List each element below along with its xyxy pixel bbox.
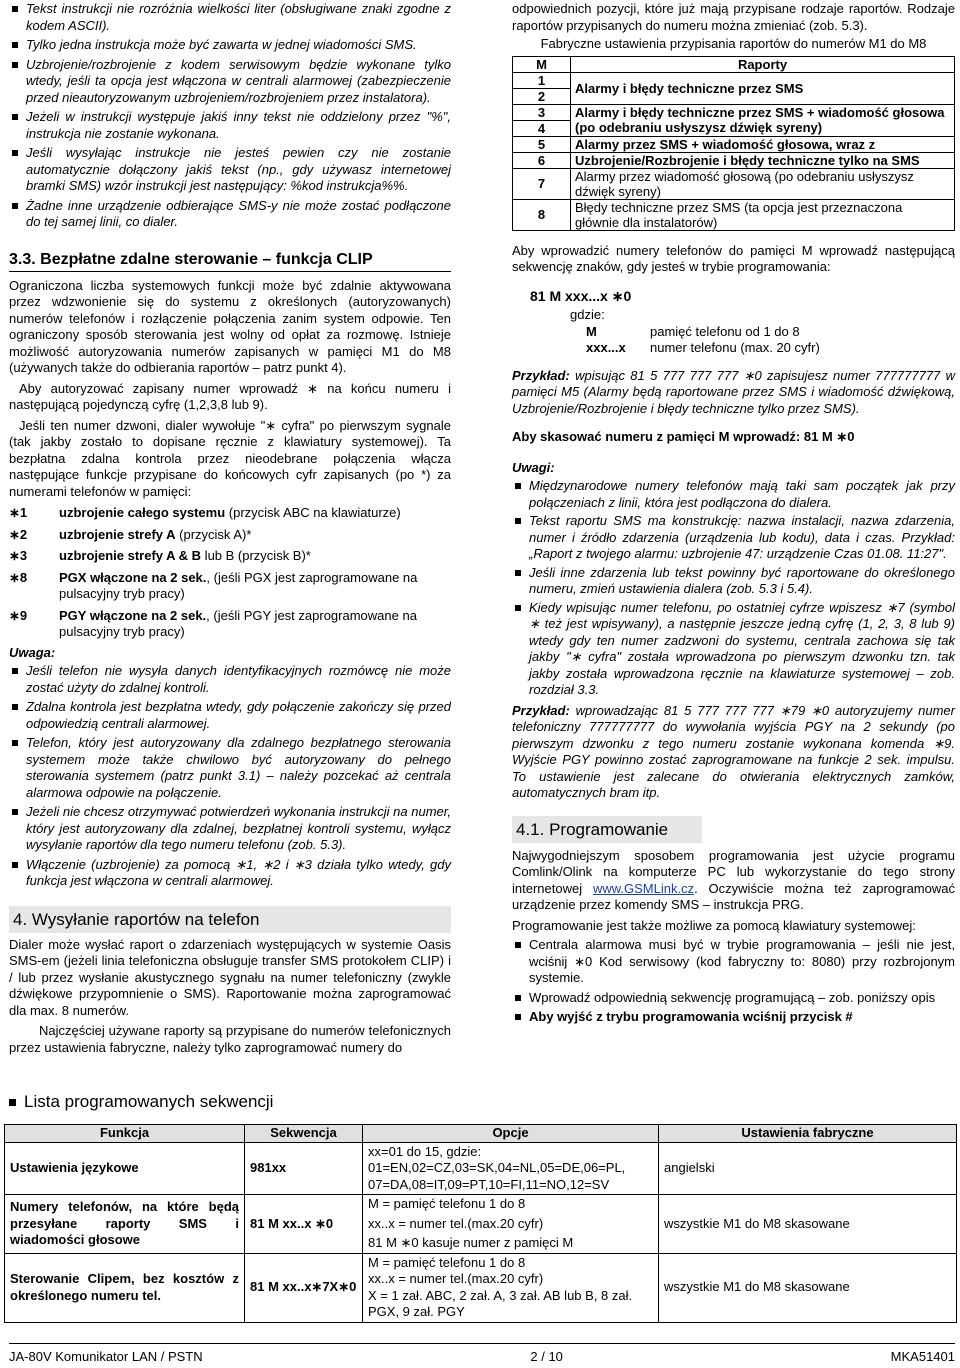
keypad-programming-paragraph: Programowanie jest także możliwe za pomocą klawiatury systemowej: xyxy=(512,917,916,933)
example-text: wprowadzając 81 5 777 777 777 ∗79 ∗0 autoryzujemy numer telefoniczny 777777777 do wywołania wyjścia PGY na 2 sekundy (po pierwszym dzwonku z tego numeru zostanie wykonana komenda ∗9. Wyjście PGY powinno zostać zaprogramowane na funkcje 2 sek. impulsu. To ustawienie jest zalecane do otwierania elektrycznych zamków, automatycznych bram itp. xyxy=(512,702,955,800)
uwaga-label: Uwaga: xyxy=(9,644,56,660)
right-column xyxy=(512,0,955,1026)
sequence-cell: 981xx xyxy=(245,1142,363,1195)
report-cell: Alarmy przez wiadomość głosową (po odebraniu usłyszysz dźwięk syreny) xyxy=(571,168,955,199)
list-item: Tekst raportu SMS ma konstrukcję: nazwa instalacji, nazwa zdarzenia, numer i źródło zdarzenia (urządzenia lub kodu), data i czas. Przykład: „Raport z twojego alarmu: uzbrojenie 47: urządzenie Czas 01.08. 11:27". xyxy=(512,513,955,563)
list-item: Jeżeli nie chcesz otrzymywać potwierdzeń wykonania instrukcji na numer, który jest autoryzowany dla zdalnej, bezpłatnej kontroli systemu, wyłącz wysyłanie raportów dla tego numeru telefonu (zob. 5.3). xyxy=(9,804,451,854)
option-line: 07=DA,08=IT,09=PT,10=FI,11=NO,12=SV xyxy=(368,1176,610,1192)
continued-paragraph: odpowiednich pozycji, które już mają przypisane rodzaje raportów. Rodzaje raportów przypisanych do numeru można zmieniać (zob. 5.3). xyxy=(512,1,955,33)
table-row xyxy=(513,136,955,152)
table-row xyxy=(513,168,955,199)
sequences-table xyxy=(4,1124,957,1323)
table-row xyxy=(5,1253,957,1322)
table-caption: Fabryczne ustawienia przypisania raportów do numerów M1 do M8 xyxy=(540,36,927,51)
list-item: Jeśli inne zdarzenia lub tekst powinny być raportowane do określonego numeru, zmień ustawienia dialera (zob. 5.3 i 5.4). xyxy=(512,565,955,598)
legend-value: pamięć telefonu od 1 do 8 xyxy=(650,323,800,339)
list-item: Telefon, który jest autoryzowany dla zdalnego bezpłatnego sterowania systemem może także chwilowo być autoryzowany do pełnego sterowania systemem (patrz punkt 3.1) – należy pozcekać aż centrala alarmowa odpowie na połączenie. xyxy=(9,735,451,801)
report-assignment-table xyxy=(512,56,955,231)
memory-number: 6 xyxy=(513,152,571,168)
report-cell: Błędy techniczne przez SMS (ta opcja jest przeznaczona głównie dla instalatorów) xyxy=(571,199,955,230)
memory-number: 2 xyxy=(513,88,571,104)
option-line: xx..x = numer tel.(max.20 cyfr) xyxy=(368,1215,544,1231)
section-3-3-paragraph-3: Jeśli ten numer dzwoni, dialer wywołuje "∗ cyfra" po pierwszym sygnale (tak jakby zostało to dopisane ręcznie z klawiatury systemowej). Ta bezpłatna zdalna kontrola przez nieodebrane połączenia włącza następujące funkcje przypisane do końcowych cyfr zapisanych (po *) za numerami telefonów w pamięci: xyxy=(9,417,451,499)
column-header: Sekwencja xyxy=(245,1125,363,1143)
list-item: Jeżeli w instrukcji występuje jakiś inny tekst nie oddzielony przez "%", instrukcja nie zostanie wykonana. xyxy=(9,109,451,142)
paragraph-text: Najwygodniejszym sposobem programowania jest użycie programu Comlink/Olink na komputerze PC lub wykorzystanie do tego strony internetowej xyxy=(512,847,955,896)
sequence-cell: 81 M xx..x∗7X∗0 xyxy=(245,1253,363,1322)
function-name: PGY włączone na 2 sek. xyxy=(59,607,207,623)
list-item: Międzynarodowe numery telefonów mają taki sam początek jak przy połączeniach z linii, która jest podłączona do dialera. xyxy=(512,478,955,511)
table-row xyxy=(5,1195,957,1254)
section-4-title: 4. Wysyłanie raportów na telefon xyxy=(9,906,451,933)
column-header: M xyxy=(513,56,571,72)
function-detail: (przycisk A)* xyxy=(175,526,252,542)
memory-number: 7 xyxy=(513,168,571,199)
legend-row xyxy=(586,340,955,357)
example-2 xyxy=(512,703,955,802)
option-line: X = 1 zał. ABC, 2 zał. A, 3 zał. AB lub B, 8 zał. PGX, 9 zał. PGY xyxy=(368,1287,633,1319)
legend-value: numer telefonu (max. 20 cyfr) xyxy=(650,340,820,355)
report-cell: Uzbrojenie/Rozbrojenie i błędy techniczne tylko na SMS xyxy=(571,152,955,168)
list-item: Żadne inne urządzenie odbierające SMS-y nie może zostać podłączone do tej samej linii, co dialer. xyxy=(9,198,451,231)
list-item: Jeśli telefon nie wysyła danych identyfikacyjnych rozmówcę nie może zostać użyty do zdalnej kontroli. xyxy=(9,663,451,696)
paragraph-text: . Oczywiście można też zaprogramować urządzenie przez komendy SMS – instrukcja PRG. xyxy=(512,880,955,912)
uwagi-label: Uwagi: xyxy=(512,459,555,475)
uwaga-bullet-list xyxy=(9,663,451,890)
list-item: Centrala alarmowa musi być w trybie programowania – jeśli nie jest, wciśnij ∗0 Kod serwisowy (kod fabryczny to: 8080) przy rozbrojonym systemie. xyxy=(512,937,955,987)
gsmlink-link[interactable]: www.GSMLink.cz xyxy=(592,880,695,896)
footer-doc-code: MKA51401 xyxy=(890,1349,955,1364)
column-header: Ustawienia fabryczne xyxy=(659,1125,957,1143)
table-header-row xyxy=(5,1125,957,1143)
programming-paragraph xyxy=(512,848,955,914)
section-3-3-paragraph-2: Aby autoryzować zapisany numer wprowadź ∗ na końcu numeru i następującą pojedynczą cyfrę (1,2,3,8 lub 9). xyxy=(9,380,451,412)
memory-number: 1 xyxy=(513,72,571,88)
options-cell xyxy=(363,1253,659,1322)
table-row xyxy=(513,152,955,168)
list-item xyxy=(9,505,451,522)
option-line: 01=EN,02=CZ,03=SK,04=NL,05=DE,06=PL, xyxy=(368,1160,626,1175)
list-item: Zdalna kontrola jest bezpłatna wtedy, gdy połączenie zakończy się przed odpowiedzią centrali alarmowej. xyxy=(9,699,451,732)
delete-number-instruction: Aby skasować numeru z pamięci M wprowadź: 81 M ∗0 xyxy=(512,429,855,444)
memory-number: 8 xyxy=(513,199,571,230)
page-footer xyxy=(9,1343,955,1366)
list-item: Tekst instrukcji nie rozróżnia wielkości liter (obsługiwane znaki zgodne z kodem ASCII). xyxy=(9,1,451,34)
star-code: ∗9 xyxy=(9,607,28,623)
star-code: ∗2 xyxy=(9,526,28,542)
section-4-paragraph-2: Najczęściej używane raporty są przypisane do numerów telefonicznych przez ustawienia fabryczne, należy tylko zaprogramować numery do xyxy=(9,1023,451,1055)
enter-number-paragraph: Aby wprowadzić numery telefonów do pamięci M wprowadź następującą sekwencję znaków, gdy jesteś w trybie programowania: xyxy=(512,242,955,274)
footer-page-number: 2 / 10 xyxy=(530,1349,563,1364)
options-cell xyxy=(363,1195,659,1254)
list-item: Tylko jedna instrukcja może być zawarta w jednej wiadomości SMS. xyxy=(9,37,451,54)
memory-number: 3 xyxy=(513,104,571,120)
example-text: wpisując 81 5 777 777 777 ∗0 zapisujesz numer 777777777 w pamięci M5 (Alarmy będą raportowane przez SMS i wiadomość dźwiękową, Uzbrojenie/Rozbrojenie i błędy techniczne tylko przez SMS). xyxy=(512,367,955,416)
function-cell: Numery telefonów, na które będą przesyłane raporty SMS i wiadomości głosowe xyxy=(5,1195,245,1254)
uwagi-bullet-list xyxy=(512,478,955,699)
programming-steps-list xyxy=(512,937,955,1026)
star-code: ∗3 xyxy=(9,548,28,563)
list-item xyxy=(9,570,451,603)
example-label: Przykład: xyxy=(512,367,570,383)
bullet-square-icon xyxy=(9,1099,16,1106)
list-item xyxy=(9,608,451,641)
function-name: PGX włączone na 2 sek. xyxy=(59,569,207,585)
table-row xyxy=(5,1142,957,1195)
function-cell: Ustawienia językowe xyxy=(5,1142,245,1195)
example-label: Przykład: xyxy=(512,702,570,718)
list-item xyxy=(9,527,451,544)
option-line: 81 M ∗0 kasuje numer z pamięci M xyxy=(368,1235,574,1250)
list-item: Wprowadź odpowiednią sekwencję programującą – zob. poniższy opis xyxy=(512,990,955,1007)
list-item: Jeśli wysyłając instrukcje nie jesteś pewien czy nie zostanie automatycznie dołączony jakiś tekst (np., gdy używasz internetowej bramki SMS) wzór instrukcji jest następujący: %kod instrukcja%%. xyxy=(9,145,451,195)
section-title-text: Lista programowanych sekwencji xyxy=(24,1092,274,1111)
list-item: Aby wyjść z trybu programowania wciśnij przycisk # xyxy=(512,1009,955,1026)
table-row xyxy=(513,199,955,230)
legend-key: xxx...x xyxy=(586,340,626,355)
option-line: M = pamięć telefonu 1 do 8 xyxy=(368,1254,526,1270)
table-header-row xyxy=(513,56,955,72)
function-cell: Sterowanie Clipem, bez kosztów z określonego numeru tel. xyxy=(5,1253,245,1322)
star-code: ∗8 xyxy=(9,569,28,585)
section-3-3-paragraph-1: Ograniczona liczba systemowych funkcji może być zdalnie aktywowana przez wdzwonienie się do systemu z określonych (autoryzowanych) numerów telefonów i rozłączenie połączenia zanim system odpowie. Ten ograniczony sposób sterowania jest wolny od opłat za rozmowę. Istnieje możliwość autoryzowania numerów zapisanych w pamięci M1 do M8 (używanych także do odbierania raportów – patrz punkt 4). xyxy=(9,277,451,375)
function-name: uzbrojenie strefy A & B xyxy=(59,548,202,563)
table-row xyxy=(513,104,955,120)
footer-product: JA-80V Komunikator LAN / PSTN xyxy=(9,1349,203,1364)
factory-cell: angielski xyxy=(659,1142,957,1195)
function-detail: (przycisk ABC na klawiaturze) xyxy=(225,505,401,520)
clip-function-list xyxy=(9,505,451,641)
memory-number: 5 xyxy=(513,136,571,152)
legend-row xyxy=(586,324,955,341)
function-detail: , (jeśli PGX jest zaprogramowane na pulsacyjny tryb pracy) xyxy=(59,569,418,601)
top-bullet-list xyxy=(9,1,451,231)
list-item: Uzbrojenie/rozbrojenie z kodem serwisowym będzie wykonane tylko wtedy, jeśli ta opcja jest włączona w centrali alarmowej (zabezpieczenie przed nieautoryzowanym uzbrojeniem/rozbrojeniem przez instalatora). xyxy=(9,57,451,107)
example-1 xyxy=(512,368,955,418)
column-header: Raporty xyxy=(571,56,955,72)
code-sequence: 81 M xxx...x ∗0 xyxy=(530,287,632,304)
star-code: ∗1 xyxy=(9,505,28,520)
table-row xyxy=(513,72,955,88)
section-3-3-title: 3.3. Bezpłatne zdalne sterowanie – funkcja CLIP xyxy=(9,250,451,272)
factory-cell: wszystkie M1 do M8 skasowane xyxy=(659,1253,957,1322)
section-4-1-title: 4.1. Programowanie xyxy=(512,816,702,843)
options-cell xyxy=(363,1142,659,1195)
gdzie-label: gdzie: xyxy=(570,307,605,322)
left-column xyxy=(9,0,451,1056)
memory-number: 4 xyxy=(513,120,571,136)
list-item: Włączenie (uzbrojenie) za pomocą ∗1, ∗2 i ∗3 działa tylko wtedy, gdy funkcja jest włączona w centrali alarmowej. xyxy=(9,857,451,890)
legend-key: M xyxy=(586,323,597,339)
report-cell: Alarmy i błędy techniczne przez SMS xyxy=(571,72,955,104)
list-item xyxy=(9,548,451,565)
list-item: Kiedy wpisując numer telefonu, po ostatniej cyfrze wpiszesz ∗7 (symbol ∗ też jest wpisywany), a następnie jeszcze jedną cyfrę (1, 2, 3, 8 lub 9) wtedy gdy ten numer zadzwoni do systemu, centrala zachowa się tak jakby "∗ cyfra" została wprowadzona po pierwszym dzwonku tzn. tak jakby została wprowadzona ręcznie na klawiaturze systemowej – zob. rozdział 3.3. xyxy=(512,600,955,699)
sequences-list-title xyxy=(9,1092,273,1112)
option-line: M = pamięć telefonu 1 do 8 xyxy=(368,1196,526,1211)
section-4-paragraph-1: Dialer może wysłać raport o zdarzeniach występujących w systemie Oasis SMS-em (jeżeli linia telefoniczna obsługuje transfer SMS protokołem CLIP) i / lub przez wysłanie akustycznego sygnału na numer telefoniczny (zwykle dźwiękowe przypomnienie o SMS). Raportowanie można zaprogramować dla max. 8 numerów. xyxy=(9,936,451,1018)
function-name: uzbrojenie strefy A xyxy=(59,526,176,542)
function-detail: lub B (przycisk B)* xyxy=(201,548,311,563)
option-line: xx..x = numer tel.(max.20 cyfr) xyxy=(368,1271,544,1286)
function-detail: , (jeśli PGY jest zaprogramowane na pulsacyjny tryb pracy) xyxy=(59,607,417,639)
report-cell: Alarmy przez SMS + wiadomość głosowa, wraz z xyxy=(571,136,955,152)
report-cell: Alarmy i błędy techniczne przez SMS + wiadomość głosowa (po odebraniu usłyszysz dźwięk syreny) xyxy=(571,104,955,136)
function-name: uzbrojenie całego systemu xyxy=(59,505,226,520)
option-line: xx=01 do 15, gdzie: xyxy=(368,1143,482,1159)
column-header: Funkcja xyxy=(5,1125,245,1143)
factory-cell: wszystkie M1 do M8 skasowane xyxy=(659,1195,957,1254)
sequence-cell: 81 M xx..x ∗0 xyxy=(245,1195,363,1254)
column-header: Opcje xyxy=(363,1125,659,1143)
